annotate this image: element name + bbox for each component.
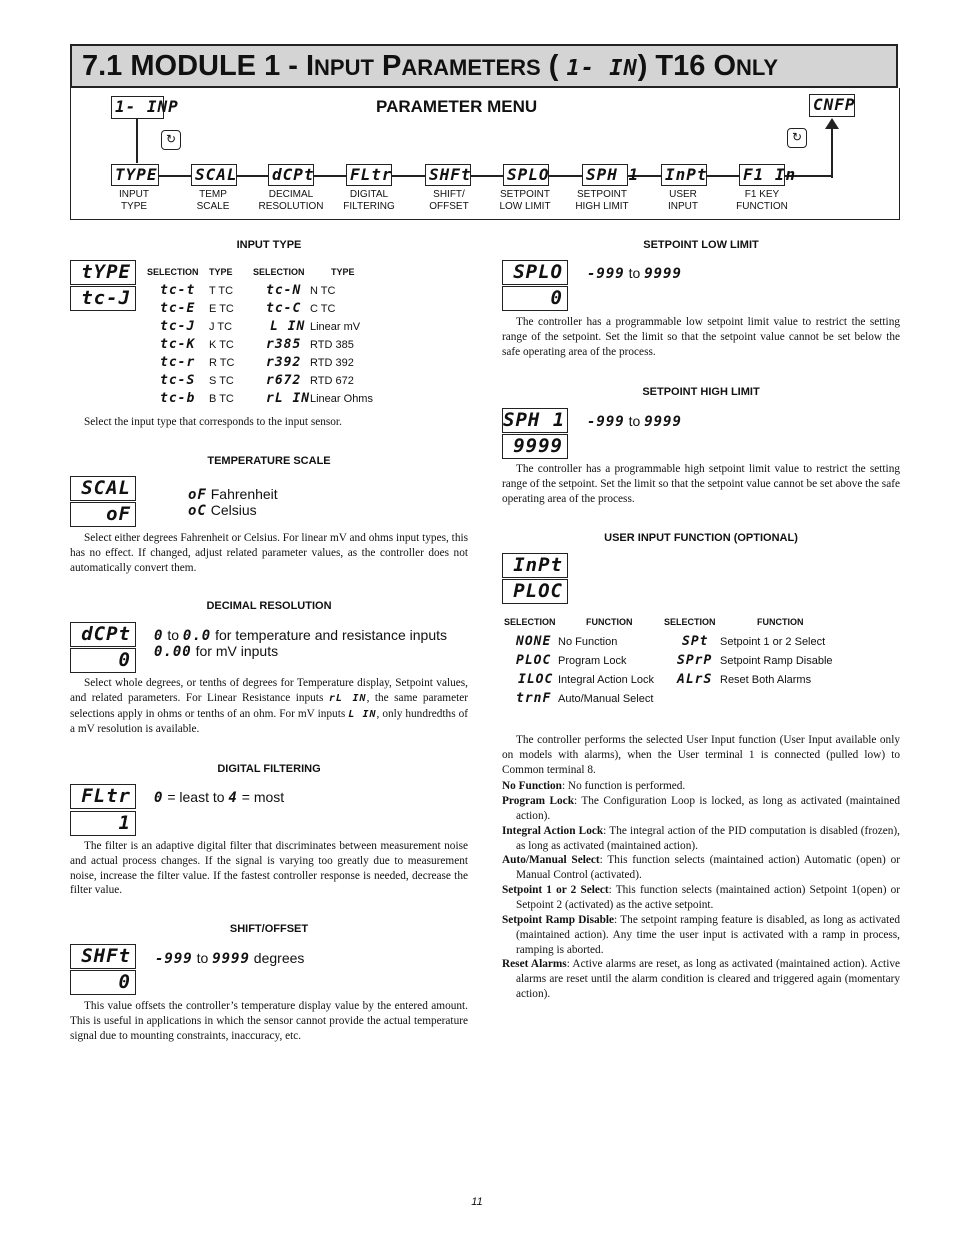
definition-item: Program Lock: The Configuration Loop is locked, as long as activated (maintained action). — [502, 795, 900, 822]
menu-item-label: DIGITAL FILTERING — [343, 189, 395, 212]
table-cell: ILOC — [518, 672, 554, 687]
filter-heading: DIGITAL FILTERING — [217, 763, 321, 775]
menu-item-label: SETPOINT LOW LIMIT — [499, 189, 551, 212]
menu-end-display: CNFP — [809, 94, 855, 117]
menu-item-f1-key[interactable]: F1 In — [739, 164, 785, 186]
table-cell: R TC — [209, 357, 235, 369]
menu-item-sp-low[interactable]: SPLO — [503, 164, 549, 186]
user-input-text: The controller performs the selected User Input function (User Input available only on models with alarms), when the User terminal 1 is connected (pulled low) to Common terminal 8. — [502, 734, 900, 776]
menu-item-label: SHIFT/ OFFSET — [429, 189, 469, 212]
temp-scale-value-display[interactable]: oF — [70, 502, 136, 527]
table-cell: tc-b — [160, 391, 196, 406]
definition-item: Setpoint Ramp Disable: The setpoint ramping feature is disabled, as long as activated (maintained action). Any time the user input is activated with a ramp in process, ramping is aborted. — [502, 914, 900, 956]
definition-item: Integral Action Lock: The integral action of the PID computation is disabled (frozen), as long as activated (maintained action). — [502, 825, 900, 852]
table-header: FUNCTION — [757, 617, 804, 627]
decimal-text: Select whole degrees, or tenths of degrees for Temperature display, Setpoint values, and related parameters. For Linear Resistance inputs rL IN, the same parameter selections apply in ohms or tenths of an ohm. For mV inputs L IN, only hundredths of a mV resolution is available. — [70, 677, 469, 736]
sp-low-text: The controller has a programmable low setpoint limit value to restrict the setting range of the setpoint. Set the limit so that the setpoint value cannot be set below the safe operating area of the process. — [502, 316, 900, 358]
section-title-bar — [70, 44, 898, 88]
table-cell: trnF — [516, 691, 552, 706]
menu-item-temp-scale[interactable]: SCAL — [191, 164, 237, 186]
parameter-menu — [70, 88, 900, 220]
shift-value-display[interactable]: 0 — [70, 970, 136, 995]
input-type-value-display[interactable]: tc-J — [70, 286, 136, 311]
sp-high-option: -999 to 9999 — [587, 413, 682, 430]
table-cell: tc-K — [160, 337, 196, 352]
table-cell: Program Lock — [558, 655, 627, 667]
user-input-param-display: InPt — [502, 553, 568, 578]
sp-low-heading: SETPOINT LOW LIMIT — [643, 239, 759, 251]
cycle-key-icon: ↻ — [787, 128, 807, 148]
table-cell: rL IN — [266, 391, 311, 406]
sp-high-text: The controller has a programmable high setpoint limit value to restrict the setting range of the setpoint. Set the limit so that the setpoint value cannot be set above the safe operating area of the process. — [502, 463, 900, 505]
sp-high-heading: SETPOINT HIGH LIMIT — [642, 386, 760, 398]
sp-low-value-display[interactable]: 0 — [502, 286, 568, 311]
table-cell: RTD 392 — [310, 357, 354, 369]
table-cell: No Function — [558, 636, 618, 648]
menu-item-user-input[interactable]: InPt — [661, 164, 707, 186]
filter-param-display: FLtr — [70, 784, 136, 809]
table-cell: N TC — [310, 285, 336, 297]
menu-item-shift[interactable]: SHFt — [425, 164, 471, 186]
table-cell: L IN — [270, 319, 306, 334]
page-number: 11 — [471, 1196, 483, 1208]
table-cell: r392 — [266, 355, 302, 370]
table-cell: SPt — [682, 634, 709, 649]
sp-high-value-display[interactable]: 9999 — [502, 434, 568, 459]
table-cell: J TC — [209, 321, 233, 333]
table-cell: tc-r — [160, 355, 196, 370]
table-cell: ALrS — [677, 672, 713, 687]
user-input-value-display[interactable]: PLOC — [502, 579, 568, 604]
table-cell: PLOC — [516, 653, 552, 668]
table-cell: RTD 385 — [310, 339, 354, 351]
input-type-text: Select the input type that corresponds to the input sensor. — [84, 416, 342, 428]
shift-param-display: SHFt — [70, 944, 136, 969]
menu-start-display: 1- INP — [111, 96, 164, 119]
definition-item: Auto/Manual Select: This function selects (maintained action) Automatic (open) or Manual Control (activated). — [502, 854, 900, 881]
table-cell: NONE — [516, 634, 552, 649]
user-input-heading: USER INPUT FUNCTION (OPTIONAL) — [604, 532, 798, 544]
shift-text: This value offsets the controller’s temperature display value by the entered amount. This is useful in applications in which the sensor cannot provide the actual temperature signal due to mounting constraints, inaccuracy, etc. — [70, 1000, 468, 1042]
table-cell: B TC — [209, 393, 234, 405]
table-cell: r672 — [266, 373, 302, 388]
table-header: TYPE — [331, 267, 355, 277]
table-cell: E TC — [209, 303, 234, 315]
table-cell: tc-S — [160, 373, 196, 388]
temp-scale-heading: TEMPERATURE SCALE — [207, 455, 331, 467]
table-cell: tc-J — [160, 319, 196, 334]
sp-high-param-display: SPH 1 — [502, 408, 568, 433]
table-cell: Linear Ohms — [310, 393, 373, 405]
temp-scale-param-display: SCAL — [70, 476, 136, 501]
menu-item-label: F1 KEY FUNCTION — [736, 189, 788, 212]
table-cell: C TC — [310, 303, 336, 315]
table-cell: Reset Both Alarms — [720, 674, 812, 686]
menu-item-filter[interactable]: FLtr — [346, 164, 392, 186]
table-cell: K TC — [209, 339, 234, 351]
menu-heading: PARAMETER MENU — [376, 97, 538, 116]
table-cell: tc-N — [266, 283, 302, 298]
definition-item: No Function: No function is performed. — [502, 780, 686, 792]
table-cell: tc-C — [266, 301, 302, 316]
table-header: SELECTION — [664, 617, 716, 627]
filter-value-display[interactable]: 1 — [70, 811, 136, 836]
menu-item-label: USER INPUT — [668, 189, 698, 212]
input-type-param-display: tYPE — [70, 260, 136, 285]
table-cell: Integral Action Lock — [558, 674, 655, 686]
table-cell: T TC — [209, 285, 234, 297]
filter-text: The filter is an adaptive digital filter that discriminates between measurement noise and actual process changes. If the signal is varying too greatly due to measurement noise, increase the filter value. If the fastest controller response is needed, decrease the filter value. — [70, 840, 468, 897]
temp-scale-option: oF Fahrenheit — [188, 486, 278, 503]
table-cell: tc-E — [160, 301, 196, 316]
menu-item-sp-high[interactable]: SPH 1 — [582, 164, 628, 186]
table-header: SELECTION — [253, 267, 305, 277]
sp-low-option: -999 to 9999 — [587, 265, 682, 282]
shift-option: -999 to 9999 degrees — [155, 950, 305, 967]
decimal-option: 0.00 for mV inputs — [154, 643, 279, 660]
decimal-heading: DECIMAL RESOLUTION — [206, 600, 332, 612]
table-cell: Auto/Manual Select — [558, 693, 654, 705]
input-type-heading: INPUT TYPE — [236, 239, 302, 251]
decimal-value-display[interactable]: 0 — [70, 648, 136, 673]
table-header: SELECTION — [147, 267, 199, 277]
table-header: TYPE — [209, 267, 233, 277]
temp-scale-option: oC Celsius — [188, 502, 257, 519]
table-cell: Setpoint 1 or 2 Select — [720, 636, 826, 648]
definition-item: Setpoint 1 or 2 Select: This function selects (maintained action) Setpoint 1(open) or Setpoint 2 (activated) as the active setpoint. — [502, 884, 900, 911]
table-header: FUNCTION — [586, 617, 633, 627]
decimal-option: 0 to 0.0 for temperature and resistance inputs — [154, 627, 447, 644]
definition-item: Reset Alarms: Active alarms are reset, as long as activated (maintained action). Active alarms are reset until the alarm condition is cleared and triggered again (momentary action). — [502, 958, 900, 1000]
shift-heading: SHIFT/OFFSET — [229, 923, 309, 935]
temp-scale-text: Select either degrees Fahrenheit or Celsius. For linear mV and ohms input types, this has no effect. If changed, adjust related parameter values, as the controller does not automatically convert them. — [70, 532, 468, 574]
table-cell: Linear mV — [310, 321, 361, 333]
cycle-key-icon: ↻ — [161, 130, 181, 150]
menu-item-label: DECIMAL RESOLUTION — [258, 189, 324, 212]
menu-item-label: TEMP SCALE — [196, 189, 230, 212]
menu-item-decimal[interactable]: dCPt — [268, 164, 314, 186]
table-cell: tc-t — [160, 283, 196, 298]
sp-low-param-display: SPLO — [502, 260, 568, 285]
table-cell: Setpoint Ramp Disable — [720, 655, 833, 667]
table-cell: SPrP — [677, 653, 713, 668]
table-header: SELECTION — [504, 617, 556, 627]
section-title: 7.1 MODULE 1 - INPUT PARAMETERS ( 1- IN) T16 ONLY — [82, 50, 778, 82]
table-cell: r385 — [266, 337, 302, 352]
filter-option: 0 = least to 4 = most — [154, 789, 285, 806]
table-cell: RTD 672 — [310, 375, 354, 387]
menu-item-label: INPUT TYPE — [119, 189, 149, 212]
table-cell: S TC — [209, 375, 234, 387]
menu-item-input-type[interactable]: TYPE — [111, 164, 159, 186]
menu-item-label: SETPOINT HIGH LIMIT — [575, 189, 629, 212]
decimal-param-display: dCPt — [70, 622, 136, 647]
